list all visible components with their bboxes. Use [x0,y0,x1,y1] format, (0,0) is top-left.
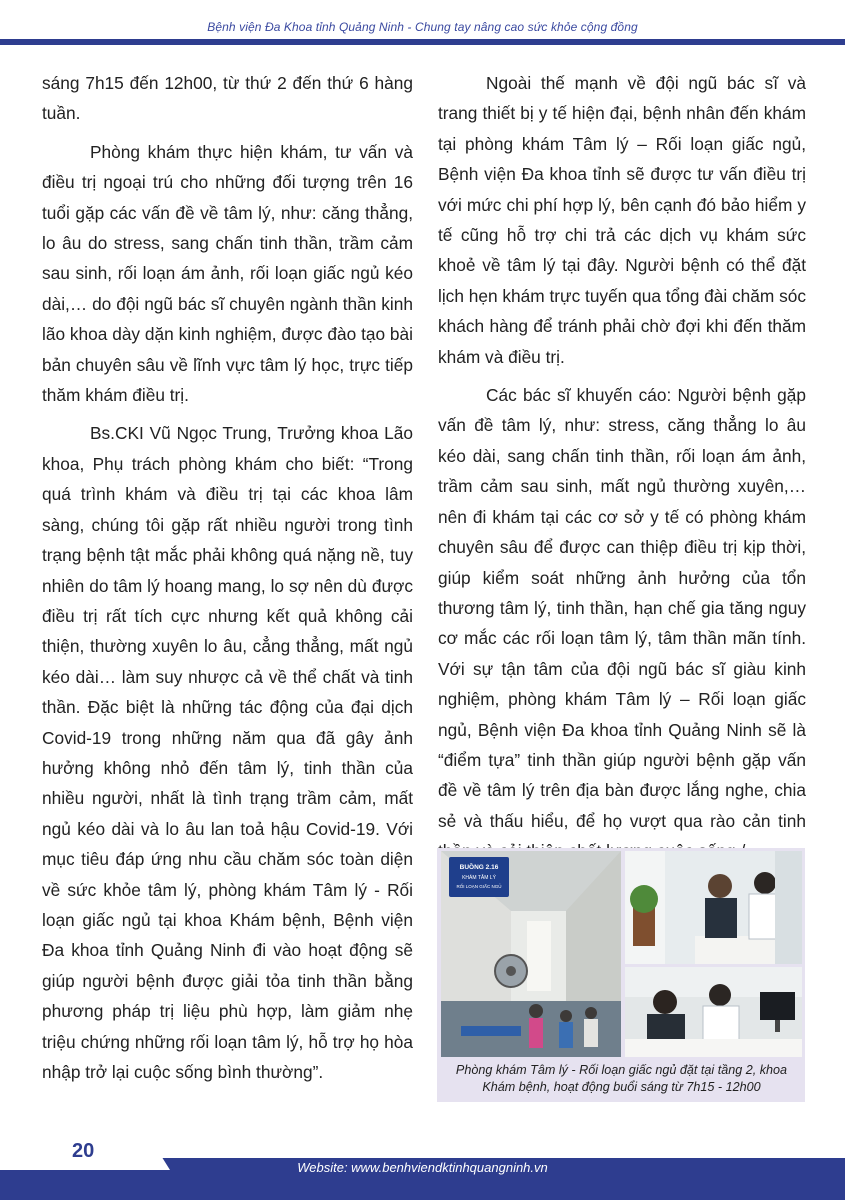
left-paragraph-2: Phòng khám thực hiện khám, tư vấn và điều trị ngoại trú cho những đối tượng trên 16 tuổi gặp các vấn đề về tâm lý, như: căng thẳng, lo âu do stress, sang chấn tinh thần, trầm cảm sau sinh, rối loạn ám ảnh, rối loạn giấc ngủ kéo dài,… do đội ngũ bác sĩ chuyên ngành thần kinh lão khoa dày dặn kinh nghiệm, được đào tạo bài bản chuyên sâu về lĩnh vực tâm lý học, trực tiếp thăm khám điều trị. [42,141,413,406]
sign-line-3: RỐI LOẠN GIẤC NGỦ [456,884,502,889]
right-column [438,68,806,875]
consultation-illustration-bottom [625,967,802,1057]
left-paragraph-3: Bs.CKI Vũ Ngọc Trung, Trưởng khoa Lão khoa, Phụ trách phòng khám cho biết: “Trong quá trình khám và điều trị tại các khoa lâm sàng, chúng tôi gặp rất nhiều người trong tình trạng bệnh tật mắc phải không quá nặng nề, tuy nhiên do tâm lý hoang mang, lo sợ nên dù được điều trị rất tích cực nhưng kết quả không cải thiện, thường xuyên lo âu, cẳng thẳng, mất ngủ kéo dài… làm suy nhược cả về thể chất và tinh thần. Đặc biệt là những tác động của đại dịch Covid-19 trong những năm qua đã gây ảnh hưởng không nhỏ đến tâm lý, tinh thần của nhiều người, nhất là tình trạng trầm cảm, mất ngủ kéo dài và lo âu lan toả hậu Covid-19. Với mục tiêu đáp ứng nhu cầu chăm sóc toàn diện về sức khỏe tâm lý, phòng khám Tâm lý - Rối loạn giấc ngủ tại khoa Khám bệnh, Bệnh viện Đa khoa tỉnh Quảng Ninh đi vào hoạt động sẽ giúp người bệnh được giải tỏa tinh thần bằng phương pháp trị liệu phù hợp, làm giảm nhẹ triệu chứng những rối loạn tâm lý, hỗ trợ họ hòa nhập trở lại cuộc sống bình thường”. [42,423,413,1082]
consultation-photo-top [625,851,802,964]
right-paragraph-1: Ngoài thế mạnh về đội ngũ bác sĩ và trang thiết bị y tế hiện đại, bệnh nhân đến khám tại phòng khám Tâm lý – Rối loạn giấc ngủ, Bệnh viện Đa khoa tỉnh sẽ được tư vấn điều trị với mức chi phí hợp lý, bên cạnh đó bảo hiểm y tế cũng hỗ trợ chi trả các dịch vụ khám sức khoẻ về tâm lý tại đây. Người bệnh có thể đặt lịch hẹn khám trực tuyến qua tổng đài chăm sóc khách hàng để tránh phải chờ đợi khi đến thăm khám và điều trị. [438,73,806,367]
right-paragraph-2: Các bác sĩ khuyến cáo: Người bệnh gặp vấn đề tâm lý, như: stress, căng thẳng lo âu kéo dài, sang chấn tinh thần, rối loạn ám ảnh, trầm cảm sau sinh, mất ngủ thường xuyên,… nên đi khám tại các cơ sở y tế có phòng khám chuyên sâu để được can thiệp điều trị kịp thời, giúp kiểm soát những ảnh hưởng của tổn thương tâm lý, tinh thần, hạn chế gia tăng nguy cơ mắc các rối loạn tâm lý, tâm thần mãn tính. Với sự tận tâm của đội ngũ bác sĩ giàu kinh nghiệm, phòng khám Tâm lý – Rối loạn giấc ngủ, Bệnh viện Đa khoa tỉnh Quảng Ninh sẽ là “điểm tựa” tinh thần giúp người bệnh gặp vấn đề về tâm lý trên địa bàn được lắng nghe, chia sẻ và thấu hiểu, để họ vượt qua rào cản tinh [438,385,806,831]
photo-caption: Phòng khám Tâm lý - Rối loạn giấc ngủ đặt tại tầng 2, khoa Khám bệnh, hoạt động buổi sáng từ 7h15 - 12h00 [455,1063,788,1094]
sign-line-2: KHÁM TÂM LÝ [462,875,496,881]
corridor-illustration [441,851,621,1057]
page-header [0,0,845,38]
header-rule [0,39,845,45]
sign-line-1: BUỒNG 2.16 [459,864,499,871]
corridor-photo [441,851,621,1057]
consultation-photo-bottom [625,967,802,1057]
footer-website: Website: www.benhviendktinhquangninh.vn [297,1160,548,1175]
page-number: 20 [72,1140,95,1162]
left-column [42,68,413,1095]
header-title: Bệnh viện Đa Khoa tỉnh Quảng Ninh - Chung tay nâng cao sức khỏe cộng đồng [207,20,638,34]
left-paragraph-1: sáng 7h15 đến 12h00, từ thứ 2 đến thứ 6 hàng tuần. [42,73,413,124]
consultation-illustration-top [625,851,802,964]
